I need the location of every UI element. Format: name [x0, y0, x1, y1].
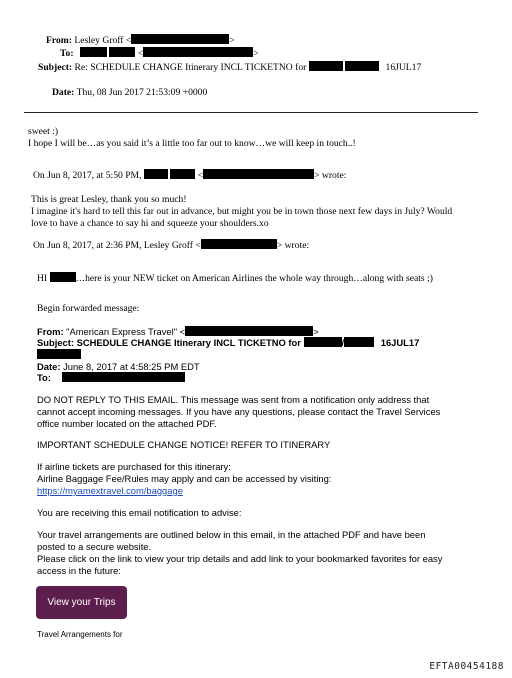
quote1-body-3: love to have a chance to say hi and squeeze your shoulders.xo — [31, 218, 269, 229]
notice-p1-line1: DO NOT REPLY TO THIS EMAIL. This message was sent from a notification only address that — [37, 394, 430, 405]
fwd-subject-slash: / — [341, 337, 345, 348]
date-text: Thu, 08 Jun 2017 21:53:09 +0000 — [76, 87, 208, 98]
redaction-bar — [170, 169, 195, 179]
notice-p3-line2: Airline Baggage Fee/Rules may apply and can be accessed by visiting: — [37, 473, 332, 484]
document-id: EFTA00454188 — [429, 661, 504, 672]
redaction-bar — [62, 372, 185, 382]
redaction-bar — [144, 169, 168, 179]
notice-p5-line4: access in the future: — [37, 565, 121, 576]
redaction-bar — [50, 272, 76, 282]
subject-label: Subject: — [38, 62, 73, 73]
redaction-bar — [201, 239, 277, 249]
redaction-bar — [80, 47, 107, 57]
quote2-body-text: …here is your NEW ticket on American Airlines the whole way through…along with seats ;) — [75, 273, 433, 284]
reply-line-2: I hope I will be…as you said it’s a little too far out to know…we will keep in touch..! — [28, 138, 356, 149]
to-label: To: — [60, 48, 74, 59]
notice-p5-line3: Please click on the link to view your trip details and add link to your bookmarked favorites for easy — [37, 553, 443, 564]
quote1-body-1: This is great Lesley, thank you so much! — [31, 194, 187, 205]
to-close: > — [253, 48, 259, 59]
notice-p1-line3: office number located on the attached PDF. — [37, 418, 217, 429]
quote1-wrote: > wrote: — [314, 170, 347, 181]
forwarded-subject-line — [37, 337, 419, 349]
notice-p5-line1: Your travel arrangements are outlined below in this email, in the attached PDF and have been — [37, 529, 426, 540]
quote2-wrote: > wrote: — [276, 240, 310, 251]
notice-p5-line2: posted to a secure website. — [37, 541, 152, 552]
to-lt: < — [137, 48, 144, 59]
baggage-link-wrap — [37, 485, 183, 497]
header-divider — [24, 112, 478, 113]
redaction-bar — [203, 169, 314, 179]
notice-p1-line2: cannot accept incoming messages. If you have any questions, please contact the Travel Services — [37, 406, 441, 417]
header-date-line — [52, 87, 207, 99]
forwarded-begin: Begin forwarded message: — [37, 303, 140, 314]
forwarded-date-line — [37, 361, 200, 373]
redaction-bar — [143, 47, 253, 57]
redaction-bar — [341, 337, 374, 348]
date-label: Date: — [52, 87, 75, 98]
redaction-bar — [131, 34, 229, 44]
subject-text: Re: SCHEDULE CHANGE Itinerary INCL TICKETNO for — [74, 62, 307, 73]
quote2-body — [37, 272, 433, 285]
notice-p3-line1: If airline tickets are purchased for this itinerary: — [37, 461, 231, 472]
fwd-from-close: > — [313, 326, 319, 337]
reply-line-1: sweet :) — [28, 126, 59, 137]
redaction-bar — [109, 47, 135, 57]
redaction-bar — [345, 61, 379, 71]
header-from-line — [46, 34, 235, 47]
fwd-from-label: From: — [37, 326, 64, 337]
from-name: Lesley Groff < — [74, 35, 132, 46]
fwd-subject-text: SCHEDULE CHANGE Itinerary INCL TICKETNO for — [76, 337, 301, 348]
view-trips-button[interactable]: View your Trips — [36, 586, 127, 619]
fwd-subject-date: 16JUL17 — [380, 337, 420, 348]
quote1-header — [33, 169, 346, 182]
redaction-bar — [185, 326, 313, 336]
fwd-subject-label: Subject: — [37, 337, 74, 348]
travel-arrangements-label: Travel Arrangements for — [37, 630, 123, 639]
fwd-from-text: "American Express Travel" < — [66, 326, 186, 337]
quote2-header-text: On Jun 8, 2017, at 2:36 PM, Lesley Groff < — [33, 240, 201, 251]
quote2-header — [33, 239, 309, 252]
forwarded-from-line — [37, 326, 319, 338]
quote1-header-text: On Jun 8, 2017, at 5:50 PM, — [33, 170, 142, 181]
header-subject-line — [38, 61, 421, 74]
fwd-to-label: To: — [37, 372, 51, 383]
quote1-lt: < — [197, 170, 204, 181]
redaction-bar — [304, 337, 342, 347]
redaction-bar — [37, 349, 81, 359]
quote2-hi: HI — [37, 273, 48, 284]
fwd-date-text: June 8, 2017 at 4:58:25 PM EDT — [63, 361, 200, 372]
forwarded-to-line — [37, 372, 185, 384]
notice-p4: You are receiving this email notification to advise: — [37, 507, 242, 518]
notice-important: IMPORTANT SCHEDULE CHANGE NOTICE! REFER TO ITINERARY — [37, 439, 331, 450]
header-to-line — [60, 47, 259, 60]
from-close: > — [229, 35, 235, 46]
fwd-date-label: Date: — [37, 361, 61, 372]
from-label: From: — [46, 35, 72, 46]
baggage-link[interactable]: https://myamextravel.com/baggage — [37, 485, 183, 496]
redaction-bar — [309, 61, 343, 71]
subject-date: 16JUL17 — [385, 62, 422, 73]
quote1-body-2: I imagine it's hard to tell this far out in advance, but might you be in town those next few days in July? Would — [31, 206, 453, 217]
